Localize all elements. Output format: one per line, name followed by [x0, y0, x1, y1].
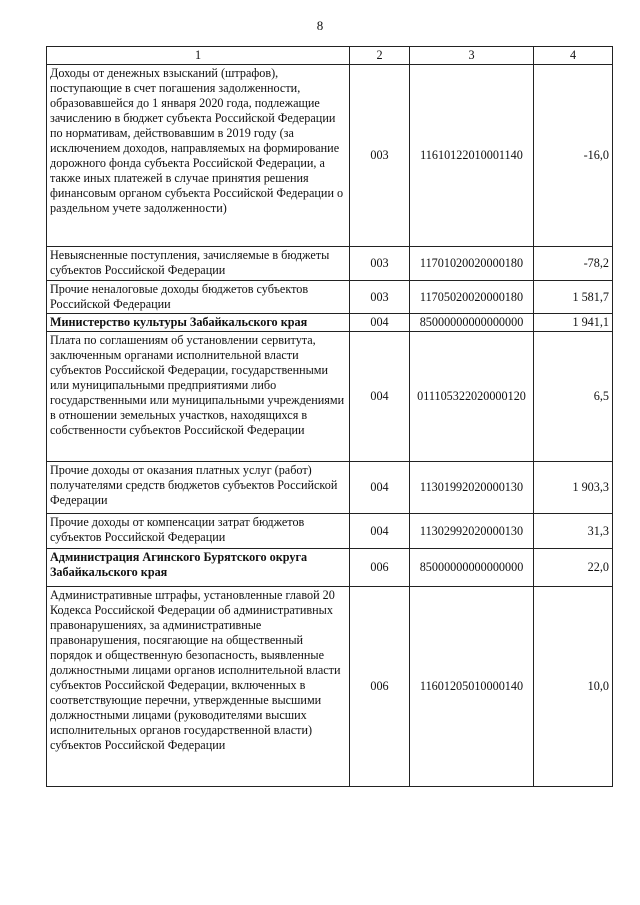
table-row — [47, 65, 613, 247]
header-col-4: 4 — [534, 47, 613, 65]
table-row — [47, 247, 613, 281]
table-row — [47, 514, 613, 549]
table-row — [47, 549, 613, 587]
row-description: Доходы от денежных взысканий (штрафов), поступающие в счет погашения задолженности, образовавшейся до 1 января 2020 года, подлежащие зачислению в бюджет субъекта Российской Федерации по нормативам, действовавшим в 2019 году (за исключением доходов, направляемых на формирование дорожного фонда субъекта Российской Федерации, а также иных платежей в случае принятия решения финансовым органом субъекта Российской Федерации о раздельном учете задолженности) — [47, 65, 350, 247]
table-row — [47, 462, 613, 514]
row-amount: 1 941,1 — [534, 314, 613, 332]
row-description: Невыясненные поступления, зачисляемые в бюджеты субъектов Российской Федерации — [47, 247, 350, 281]
header-col-3: 3 — [410, 47, 534, 65]
row-kbk-code: 11701020020000180 — [410, 247, 534, 281]
row-kbk-code: 011105322020000120 — [410, 332, 534, 462]
table-row — [47, 587, 613, 787]
page-number: 8 — [316, 18, 324, 33]
row-description: Плата по соглашениям об установлении сервитута, заключенным органами исполнительной власти субъектов Российской Федерации, государственными или муниципальными предприятиями либо государственными или муниципальными учреждениями в отношении земельных участков, находящихся в собственности субъектов Российской Федерации — [47, 332, 350, 462]
row-description: Прочие доходы от оказания платных услуг (работ) получателями средств бюджетов субъектов Российской Федерации — [47, 462, 350, 514]
header-row — [47, 47, 613, 65]
header-col-1: 1 — [47, 47, 350, 65]
row-amount: 10,0 — [534, 587, 613, 787]
row-kbk-code: 85000000000000000 — [410, 549, 534, 587]
row-description: Административные штрафы, установленные главой 20 Кодекса Российской Федерации об административных правонарушениях, за административные правонарушения, посягающие на общественный порядок и общественную безопасность, выявленные должностными лицами органов исполнительной власти субъектов Российской Федерации, включенных в соответствующие перечни, утвержденные высшими должностными лицами (руководителями высших исполнительных органов государственной власти) субъектов Российской Федерации — [47, 587, 350, 787]
row-amount: 1 581,7 — [534, 281, 613, 314]
row-admin-code: 003 — [350, 247, 410, 281]
row-amount: 6,5 — [534, 332, 613, 462]
row-description: Прочие неналоговые доходы бюджетов субъектов Российской Федерации — [47, 281, 350, 314]
row-amount: -78,2 — [534, 247, 613, 281]
row-amount: -16,0 — [534, 65, 613, 247]
row-admin-code: 006 — [350, 587, 410, 787]
row-kbk-code: 85000000000000000 — [410, 314, 534, 332]
row-admin-code: 006 — [350, 549, 410, 587]
row-kbk-code: 11302992020000130 — [410, 514, 534, 549]
row-description: Министерство культуры Забайкальского края — [47, 314, 350, 332]
row-amount: 1 903,3 — [534, 462, 613, 514]
row-kbk-code: 11610122010001140 — [410, 65, 534, 247]
table-row — [47, 314, 613, 332]
row-amount: 31,3 — [534, 514, 613, 549]
row-kbk-code: 11705020020000180 — [410, 281, 534, 314]
row-amount: 22,0 — [534, 549, 613, 587]
row-admin-code: 004 — [350, 332, 410, 462]
row-admin-code: 003 — [350, 281, 410, 314]
row-kbk-code: 11301992020000130 — [410, 462, 534, 514]
row-kbk-code: 11601205010000140 — [410, 587, 534, 787]
header-col-2: 2 — [350, 47, 410, 65]
row-admin-code: 004 — [350, 514, 410, 549]
row-description: Администрация Агинского Бурятского округа Забайкальского края — [47, 549, 350, 587]
budget-revenue-table — [46, 46, 613, 787]
row-admin-code: 004 — [350, 314, 410, 332]
table-row — [47, 332, 613, 462]
table-row — [47, 281, 613, 314]
row-description: Прочие доходы от компенсации затрат бюджетов субъектов Российской Федерации — [47, 514, 350, 549]
row-admin-code: 004 — [350, 462, 410, 514]
row-admin-code: 003 — [350, 65, 410, 247]
